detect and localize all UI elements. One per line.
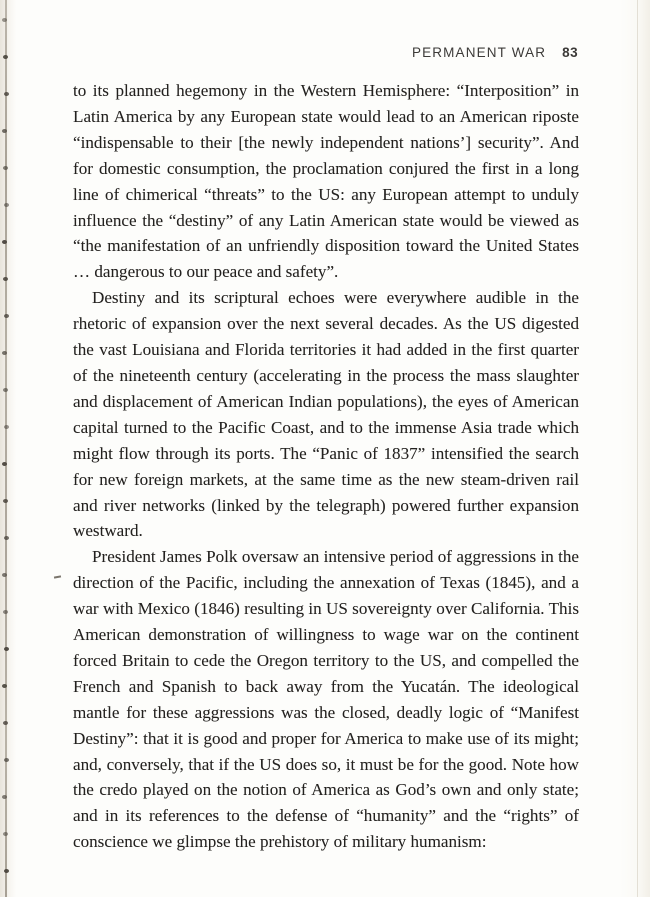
- page-spine-tick-marks: [3, 0, 11, 897]
- paragraph: Destiny and its scriptural echoes were everywhere audible in the rhetoric of expansion over the next several decades. As the US digested the vast Louisiana and Florida territories it had added in the first quarter of the nineteenth century (accelerating in the process the mass slaughter and displacement of American Indian populations), the eyes of American capital turned to the Pacific Coast, and to the immense Asia trade which might flow through its ports. The “Panic of 1837” intensified the search for new foreign markets, at the same time as the new steam-driven rail and river networks (linked by the telegraph) powered further expansion westward.: [73, 288, 579, 541]
- paragraph: President James Polk oversaw an intensive period of aggressions in the direction of the Pacific, including the annexation of Texas (1845), and a war with Mexico (1846) resulting in US sovereignty over California. This American demonstration of willingness to wage war on the continent forced Britain to cede the Oregon territory to the US, and compelled the French and Spanish to back away from the Yucatán. The ideological mantle for these aggressions was the closed, deadly logic of “Manifest Destiny”: that it is good and proper for America to make use of its might; and, conversely, that if the US does so, it must be for the good. Note how the credo played on the notion of America as God’s own and only state; and in its references to the defense of “humanity” and the “rights” of conscience we glimpse the prehistory of military humanism:: [73, 547, 579, 852]
- running-head-title: PERMANENT WAR: [411, 45, 547, 60]
- page-right-edge-shadow: [620, 0, 650, 897]
- page-number: 83: [562, 45, 578, 60]
- scan-speck-artifact: [54, 575, 61, 578]
- body-text-block: [73, 78, 579, 855]
- running-head: [73, 45, 578, 60]
- paragraph: to its planned hegemony in the Western Hemisphere: “Interposition” in Latin America by any European state would lead to an American riposte “indispensable to their [the newly independent nations’] security”. And for domestic consumption, the proclamation conjured the first in a long line of chimerical “threats” to the US: any European attempt to unduly influence the “destiny” of any Latin American state would be viewed as “the manifestation of an unfriendly disposition toward the United States … dangerous to our peace and safety”.: [73, 81, 579, 282]
- page-right-edge-line: [637, 0, 638, 897]
